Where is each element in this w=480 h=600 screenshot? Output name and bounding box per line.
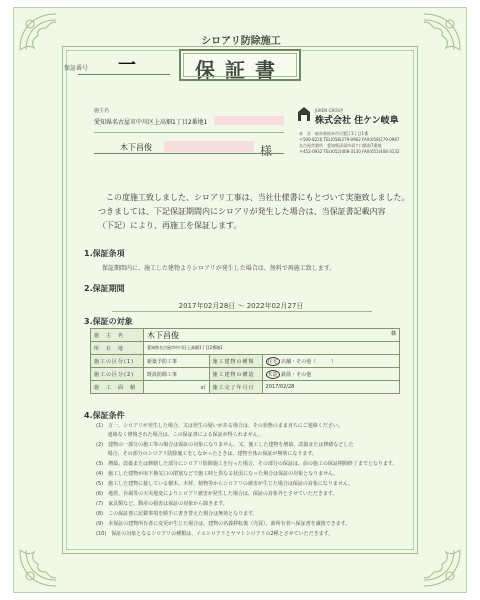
- cert-number-value: 一: [118, 55, 136, 76]
- table-label: 施工の区分(2): [91, 368, 144, 381]
- condition-line: (5) 施工した建物に接している樹木、木材、植物等からシロアリの被害が生じた場合は保証の対象になりません。: [96, 481, 354, 487]
- section-4-title: 4.保証条件: [84, 411, 125, 420]
- table-cell-text: 店舗・その他（ ）: [281, 358, 337, 365]
- condition-line: (10) 保証の対象となるシロアリの種類は、イエシロアリとヤマトシロアリの2種とさせていただきます。: [96, 531, 334, 537]
- condition-line: (4) 施工した建物が床下換気口の閉塞などで施工時と異なる状況になった場合は保証の対象となりません。: [96, 471, 339, 477]
- company-name: 株式会社 住ケン岐阜: [315, 116, 399, 126]
- selected-option: 木造: [267, 371, 278, 378]
- title-box: [179, 49, 301, 81]
- section-1-body: 保証期間内に、施工した建物よりシロアリが発生した場合は、無料で再施工致します。: [102, 265, 336, 272]
- document-title: 保証書: [195, 58, 285, 82]
- company-branch-line: 〒500-8226 TEL(058)279-0962 FAX(058)279-0967: [299, 137, 400, 142]
- name-underline: [94, 153, 284, 154]
- redaction-mark: [214, 116, 284, 125]
- intro-line: つきましては、下記保証期間内にシロアリが発生した場合は、当保証書記載内容: [98, 207, 386, 216]
- corner-ornament-icon: [418, 544, 464, 590]
- table-row: [91, 381, 400, 394]
- table-cell: [262, 355, 399, 368]
- condition-line: (9) 本保証の建物所有者に変更が生じた場合は、建物の名義移転後（売買）、新所有者へ保証書を譲渡できます。: [96, 521, 351, 527]
- recipient-name: 木下昌俊: [120, 143, 152, 152]
- company-caption: JUKEN GROUP: [315, 108, 343, 113]
- table-label: 所 在 地: [91, 342, 144, 355]
- table-cell: [262, 368, 399, 381]
- section-3-title: 3.保証の対象: [84, 317, 133, 326]
- target-table: [90, 328, 400, 394]
- table-cell: 新築予防工事: [144, 355, 210, 368]
- table-label: 施工完了年月日: [209, 381, 262, 394]
- table-cell-text: 鉄筋・その他: [281, 371, 312, 378]
- recipient-honorific: 様: [260, 144, 273, 158]
- table-cell: [144, 329, 400, 342]
- table-label: 施工建物の種類: [209, 355, 262, 368]
- selected-option: 住宅: [267, 358, 278, 365]
- condition-line: (8) この保証書に記載事項を勝手に書き替えた場合は無効となります。: [96, 511, 258, 517]
- condition-line: (3) 増築、改築または修繕した部分にシロアリ防除施工を行った場合、その部分の保証は、前の施工の保証期間終了までとなります。: [96, 461, 398, 467]
- section-1-title: 1.保証条項: [84, 249, 125, 258]
- company-branch-line: 名古屋営業所 愛知県清須市須ケ口駅前7番地: [299, 143, 382, 148]
- condition-line: (7) 家具類など、動産の損害は保証の対象から除きます。: [96, 501, 228, 507]
- condition-line: 場合、その部分のシロアリ防除施工をしなかったときは、建物全体の保証が無効になります。: [96, 451, 317, 457]
- guarantee-period: 2017年02月28日 〜 2022年02月27日: [178, 302, 304, 310]
- certificate-paper: [13, 7, 467, 593]
- completion-date: 2017/02/28: [262, 381, 399, 394]
- table-cell: 既設防除工事: [144, 368, 210, 381]
- table-row: [91, 368, 400, 381]
- corner-ornament-icon: [16, 544, 62, 590]
- recipient-label: 施主名: [94, 108, 110, 114]
- intro-line: この度施工致しました、シロアリ工事は、当社仕様書にもとづいて実施致しました。: [106, 193, 410, 202]
- condition-line: 連絡なく修復された場合は、この保証書による保証が得られません。: [96, 432, 263, 438]
- recipient-address: 愛知県名古屋市中川区上高畑1丁目2番地1: [94, 119, 208, 126]
- table-label: 施工の区分(1): [91, 355, 144, 368]
- company-branch-line: 〒452-0932 TEL(052)408-3130 FAX(052)408-3132: [299, 149, 400, 154]
- condition-line: (1) 万一、シロアリが発生した場合、又は発生の疑いがある場合は、その状態のまま直ちにご連絡ください。: [96, 423, 343, 429]
- intro-line: （下記）により、再施工を保証します。: [98, 221, 242, 230]
- condition-line: (2) 建物の一部分の施工等の場合は保証の対象になりません。又、施工した建物を増築、改築または修繕などした: [96, 442, 354, 448]
- table-cell: ㎡: [144, 381, 210, 394]
- owner-honorific: 様: [390, 330, 396, 337]
- condition-line: (6) 地震、台風等の天災地変によりシロアリ被害が発生した場合は、保証の対象外とさせていただきます。: [96, 491, 338, 497]
- cert-number-underline: [78, 74, 170, 75]
- table-row: [91, 342, 400, 355]
- table-row: [91, 355, 400, 368]
- table-label: 施工建物の構造: [209, 368, 262, 381]
- table-row: [91, 329, 400, 342]
- redaction-mark: [164, 141, 254, 152]
- table-label: 施 工 面 積: [91, 381, 144, 394]
- address-underline: [94, 132, 284, 133]
- property-address: 愛知県名古屋市中川区上高畑1丁目2番地1: [144, 342, 400, 355]
- company-logo-icon: [297, 106, 311, 122]
- table-label: 施 主 名: [91, 329, 144, 342]
- company-branch-line: 本 社 岐阜県岐阜市日置江3丁目1番: [299, 131, 369, 136]
- document-subtitle: シロアリ防除施工: [201, 36, 281, 47]
- section-2-title: 2.保証期間: [84, 284, 125, 293]
- period-underline: [112, 311, 372, 312]
- cert-number-label: 保証番号: [64, 65, 89, 72]
- owner-name: 木下昌俊: [147, 330, 179, 340]
